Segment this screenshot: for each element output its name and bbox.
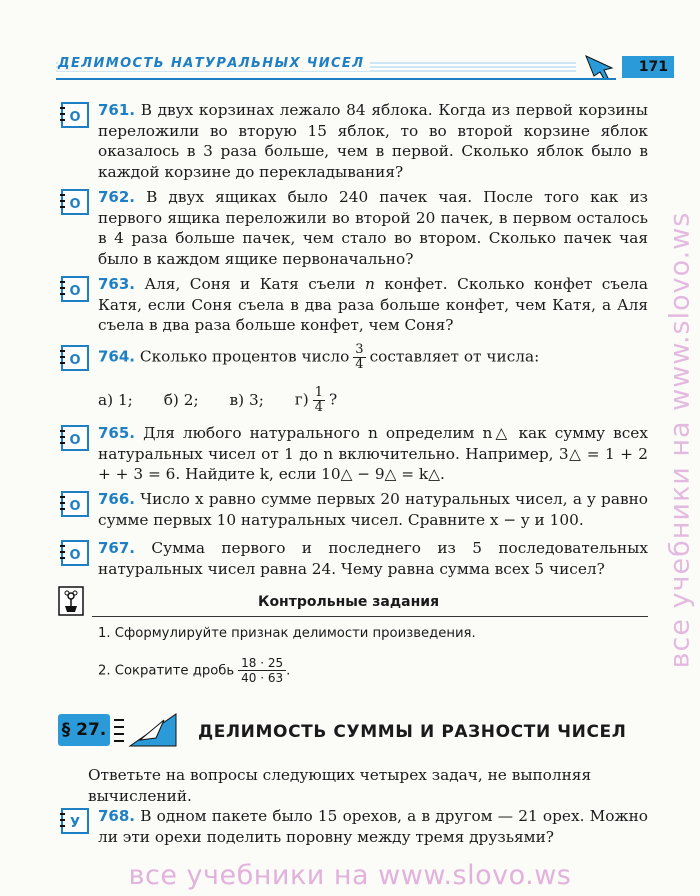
pen-icon [584, 54, 614, 80]
section-title: ДЕЛИМОСТЬ СУММЫ И РАЗНОСТИ ЧИСЕЛ [198, 722, 627, 742]
running-header [56, 56, 668, 78]
problem-number: 767. [98, 539, 136, 557]
control-title: Контрольные задания [258, 594, 440, 610]
control-item-2: 2. Сократите дробь $\frac{18 \cdot 25}{40 \cdot 63}$ . [98, 656, 291, 685]
notebook-o-icon [58, 189, 90, 215]
problem-text-b: конфет. Сколько конфет съела Катя, если Соня съела в два раза больше конфет, чем Катя, а Аля съела в два раза больше конфет, чем Соня? [98, 275, 648, 335]
svg-text:О: О [69, 197, 81, 212]
problem-766 [58, 489, 648, 530]
notebook-o-icon [58, 102, 90, 128]
svg-text:О: О [69, 433, 81, 448]
notebook-o-icon [58, 425, 90, 451]
problem-767 [58, 538, 648, 579]
problem-number: 766. [98, 490, 136, 508]
option-b: б) 2; [163, 390, 199, 409]
option-a: а) 1; [98, 390, 133, 409]
problem-text: В двух ящиках было 240 пачек чая. После того как из первого ящика переложили во второй 20 пачек, в первом осталось в 4 раза больше пачек, чем стало во втором. Сколько пачек чая было в каждом ящике первоначально? [98, 188, 648, 268]
problem-text: Число x равно сумме первых 20 натуральных чисел, а y равно сумме первых 10 натуральных чисел. Сравните x − y и 100. [98, 490, 648, 529]
problem-768 [58, 806, 648, 847]
pen-icon [126, 710, 180, 750]
fraction: $\frac{3}{4}$ [355, 342, 364, 372]
problem-text-b: составляет от числа: [369, 347, 540, 366]
header-rule [56, 78, 616, 80]
svg-text:О: О [69, 284, 81, 299]
section-intro: Ответьте на вопросы следующих четырех задач, не выполняя вычислений. [88, 766, 592, 805]
problem-text: Для любого натурального n определим n△ как сумму всех натуральных чисел от 1 до n включительно. Например, 3△ = 1 + 2 + + 3 = 6. Найдите k, если 10△ − 9△ = k△. [98, 424, 648, 484]
problem-763 [58, 274, 648, 336]
problem-number: 765. [98, 424, 136, 442]
problem-text-a: Сколько процентов число [139, 347, 350, 366]
notebook-o-icon [58, 540, 90, 566]
answer-options: а) 1; б) 2; в) 3; г) $\frac{1}{4}$ ? [98, 385, 338, 415]
notebook-o-icon [58, 345, 90, 371]
option-fraction: $\frac{1}{4}$ [314, 385, 324, 415]
problem-764 [58, 343, 648, 415]
side-watermark: все учебники на www.slovo.ws [664, 211, 696, 669]
problem-number: 763. [98, 275, 136, 293]
control-item-1: 1. Сформулируйте признак делимости произведения. [98, 626, 476, 641]
notebook-o-icon [58, 276, 90, 302]
problem-text: В одном пакете было 15 орехов, а в другом — 21 орех. Можно ли эти орехи поделить поровну между тремя друзьями? [98, 807, 648, 846]
problem-number: 764. [98, 347, 136, 366]
svg-text:О: О [69, 499, 81, 514]
option-c: в) 3; [229, 390, 264, 409]
control-fraction: $\frac{18 \cdot 25}{40 \cdot 63}$ [238, 656, 286, 685]
section-label: § 27. [58, 714, 110, 746]
problem-text: В двух корзинах лежало 84 яблока. Когда из первой корзины переложили во вторую 15 яблок, то во второй корзине яблок оказалось в 3 раза больше, чем в первой. Сколько яблок было в каждой корзине до перекладывания? [98, 101, 648, 181]
problem-text: Сумма первого и последнего из 5 последовательных натуральных чисел равна 24. Чему равна сумма всех 5 чисел? [98, 539, 648, 578]
problem-762 [58, 187, 648, 269]
problem-number: 762. [98, 188, 136, 206]
notebook-o-icon [58, 491, 90, 517]
page-number: 171 [622, 56, 674, 78]
option-d: г) [294, 390, 309, 409]
svg-text:О: О [69, 548, 81, 563]
bottom-watermark: все учебники на www.slovo.ws [128, 860, 572, 891]
svg-text:О: О [69, 353, 81, 368]
problem-text-a: Аля, Соня и Катя съели [144, 275, 365, 293]
svg-text:У: У [69, 816, 81, 831]
header-title: ДЕЛИМОСТЬ НАТУРАЛЬНЫХ ЧИСЕЛ [58, 56, 370, 71]
variable-n: n [364, 275, 375, 293]
flower-pot-icon [58, 586, 84, 616]
notebook-u-icon [58, 808, 90, 834]
problem-number: 761. [98, 101, 136, 119]
problem-761 [58, 100, 648, 182]
spiral-icon [112, 714, 126, 746]
section-header [58, 710, 648, 752]
control-rule [92, 616, 648, 617]
problem-765 [58, 423, 648, 485]
svg-text:О: О [69, 110, 81, 125]
problem-number: 768. [98, 807, 136, 825]
